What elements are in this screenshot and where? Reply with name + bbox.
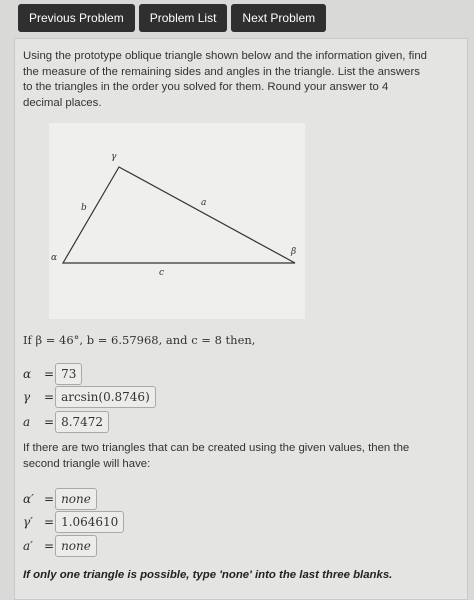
gamma-prime-answer-field[interactable]: 1.064610 — [55, 511, 124, 533]
answer-row-gamma — [23, 386, 156, 408]
label-gamma: γ — [111, 152, 117, 162]
problem-panel — [14, 38, 468, 600]
label-alpha: α — [51, 253, 58, 263]
problem-list-button[interactable]: Problem List — [139, 4, 228, 32]
equals-sign: = — [44, 367, 55, 381]
answer-symbol: a — [23, 415, 31, 429]
answer-symbol: α — [23, 367, 32, 381]
answer-row-alpha-prime — [23, 488, 97, 510]
label-a: a — [201, 198, 207, 208]
a-answer-field[interactable]: 8.7472 — [55, 411, 109, 433]
answer-symbol: γ′ — [23, 515, 33, 529]
triangle-outline — [63, 167, 295, 263]
answer-row-alpha — [23, 363, 82, 385]
triangle-figure — [49, 123, 305, 319]
problem-instructions: Using the prototype oblique triangle shown below and the information given, find the measure of the remaining sides and angles in the triangle. List the answers to the triangles in the order you solved for them. Round your answer to 4 decimal places. — [23, 50, 427, 109]
answer-symbol: γ — [23, 390, 31, 404]
alpha-prime-answer-field[interactable]: none — [55, 488, 97, 510]
equals-sign: = — [44, 492, 55, 506]
answer-row-gamma-prime — [23, 511, 124, 533]
label-c: c — [159, 268, 165, 278]
answer-symbol: α′ — [23, 492, 34, 506]
label-b: b — [81, 203, 87, 213]
second-triangle-instructions: If there are two triangles that can be created using the given values, then the second triangle will have: — [23, 442, 410, 470]
answer-row-a — [23, 411, 109, 433]
a-prime-answer-field[interactable]: none — [55, 535, 97, 557]
one-triangle-note: If only one triangle is possible, type 'none' into the last three blanks. — [23, 569, 393, 581]
gamma-answer-field[interactable]: arcsin(0.8746) — [55, 386, 156, 408]
next-problem-button[interactable]: Next Problem — [231, 4, 326, 32]
label-beta: β — [291, 247, 297, 257]
equals-sign: = — [44, 515, 55, 529]
given-values: If β = 46°, b = 6.57968, and c = 8 then, — [23, 333, 256, 347]
previous-problem-button[interactable]: Previous Problem — [18, 4, 135, 32]
equals-sign: = — [44, 390, 55, 404]
triangle-diagram — [49, 123, 305, 319]
answer-row-a-prime — [23, 535, 97, 557]
alpha-answer-field[interactable]: 73 — [55, 363, 82, 385]
equals-sign: = — [44, 539, 55, 553]
answer-symbol: a′ — [23, 539, 33, 553]
problem-navigation — [18, 4, 326, 32]
equals-sign: = — [44, 415, 55, 429]
